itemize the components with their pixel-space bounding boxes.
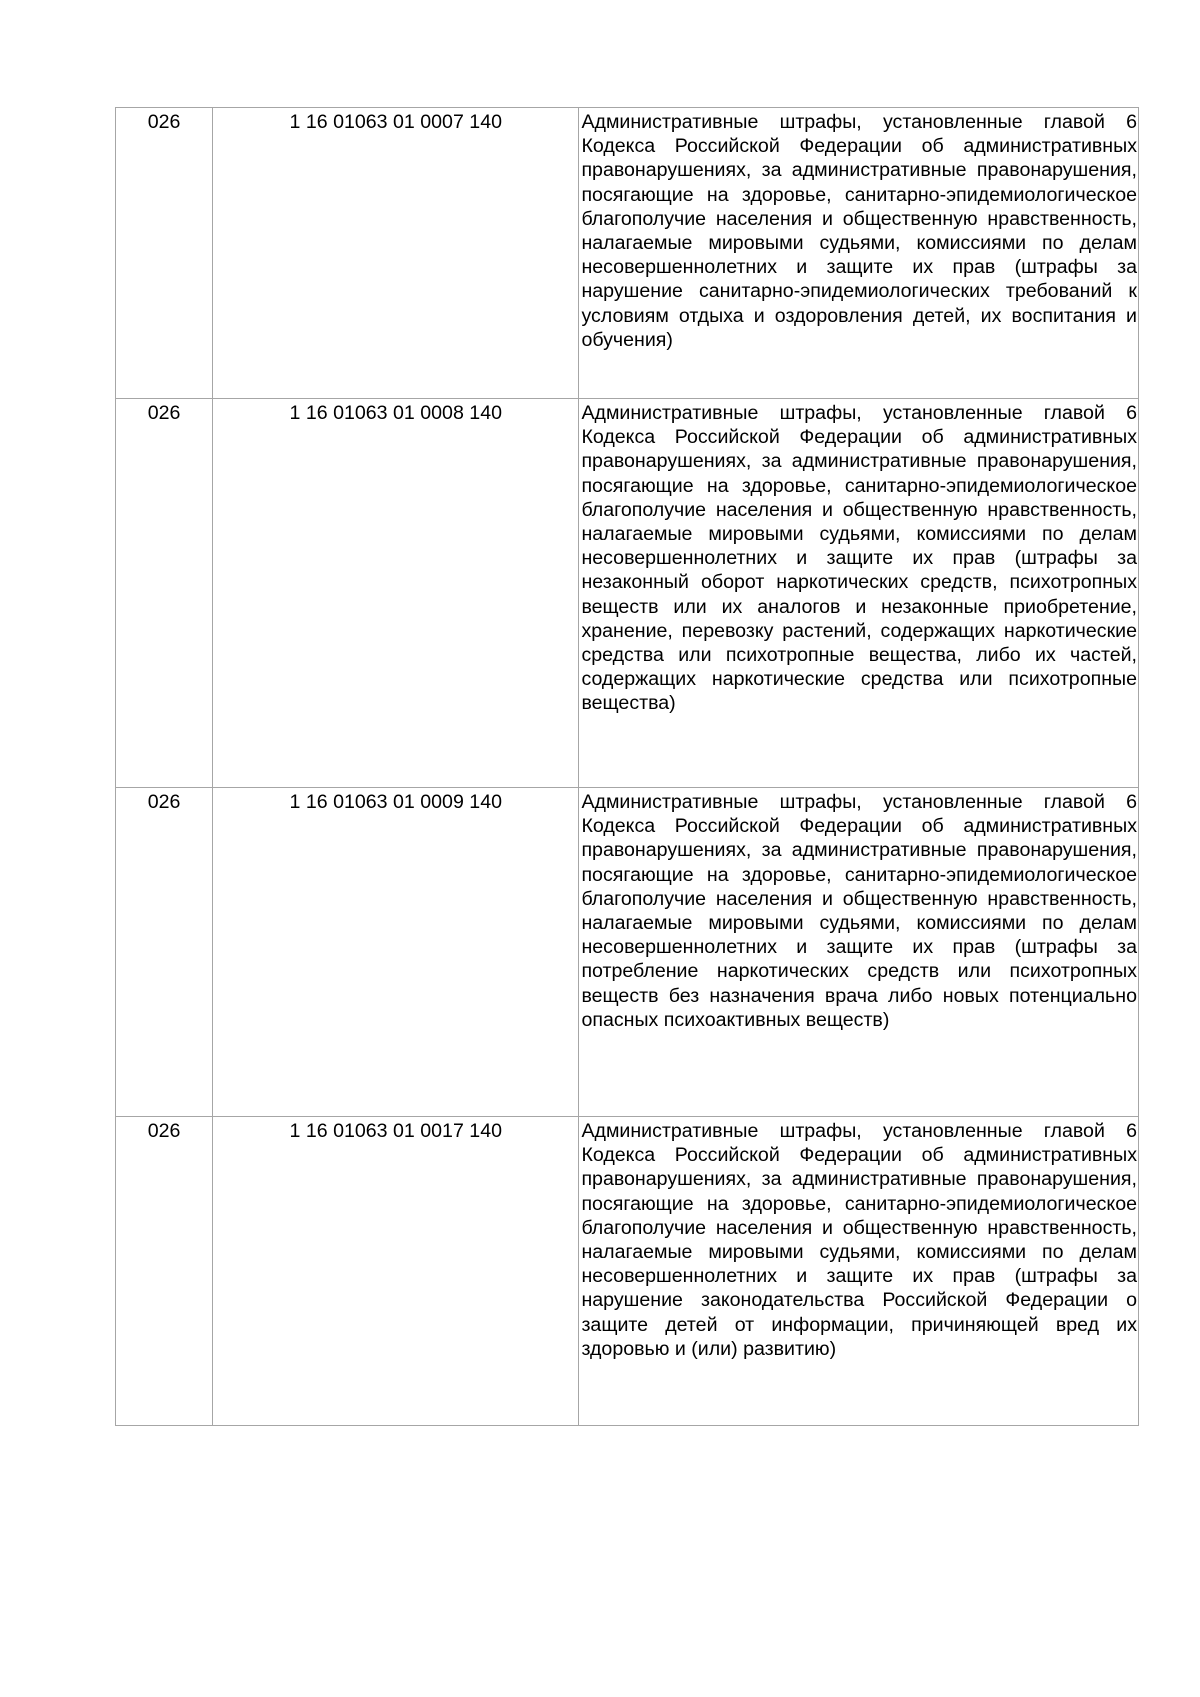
administrator-code-cell: 026 — [116, 788, 213, 1117]
income-description-cell: Административные штрафы, установленные главой 6 Кодекса Российской Федерации об административных правонарушениях, за административные правонарушения, посягающие на здоровье, санитарно-эпидемиологическое благополучие населения и общественную нравственность, налагаемые мировыми судьями, комиссиями по делам несовершеннолетних и защите их прав (штрафы за нарушение санитарно-эпидемиологических требований к условиям отдыха и оздоровления детей, их воспитания и обучения) — [579, 108, 1139, 399]
budget-classification-code-cell: 1 16 01063 01 0008 140 — [213, 399, 579, 788]
income-description-cell: Административные штрафы, установленные главой 6 Кодекса Российской Федерации об административных правонарушениях, за административные правонарушения, посягающие на здоровье, санитарно-эпидемиологическое благополучие населения и общественную нравственность, налагаемые мировыми судьями, комиссиями по делам несовершеннолетних и защите их прав (штрафы за нарушение законодательства Российской Федерации о защите детей от информации, причиняющей вред их здоровью и (или) развитию) — [579, 1117, 1139, 1426]
income-description-cell: Административные штрафы, установленные главой 6 Кодекса Российской Федерации об административных правонарушениях, за административные правонарушения, посягающие на здоровье, санитарно-эпидемиологическое благополучие населения и общественную нравственность, налагаемые мировыми судьями, комиссиями по делам несовершеннолетних и защите их прав (штрафы за незаконный оборот наркотических средств, психотропных веществ или их аналогов и незаконные приобретение, хранение, перевозку растений, содержащих наркотические средства или психотропные вещества, либо их частей, содержащих наркотические средства или психотропные вещества) — [579, 399, 1139, 788]
table-row — [116, 1117, 1139, 1426]
income-description-cell: Административные штрафы, установленные главой 6 Кодекса Российской Федерации об административных правонарушениях, за административные правонарушения, посягающие на здоровье, санитарно-эпидемиологическое благополучие населения и общественную нравственность, налагаемые мировыми судьями, комиссиями по делам несовершеннолетних и защите их прав (штрафы за потребление наркотических средств или психотропных веществ без назначения врача либо новых потенциально опасных психоактивных веществ) — [579, 788, 1139, 1117]
budget-classification-code-cell: 1 16 01063 01 0007 140 — [213, 108, 579, 399]
table-row — [116, 108, 1139, 399]
administrator-code-cell: 026 — [116, 399, 213, 788]
budget-classification-code-cell: 1 16 01063 01 0009 140 — [213, 788, 579, 1117]
administrator-code-cell: 026 — [116, 108, 213, 399]
administrator-code-cell: 026 — [116, 1117, 213, 1426]
table-row — [116, 788, 1139, 1117]
table-row — [116, 399, 1139, 788]
budget-codes-table — [115, 107, 1139, 1426]
budget-classification-code-cell: 1 16 01063 01 0017 140 — [213, 1117, 579, 1426]
